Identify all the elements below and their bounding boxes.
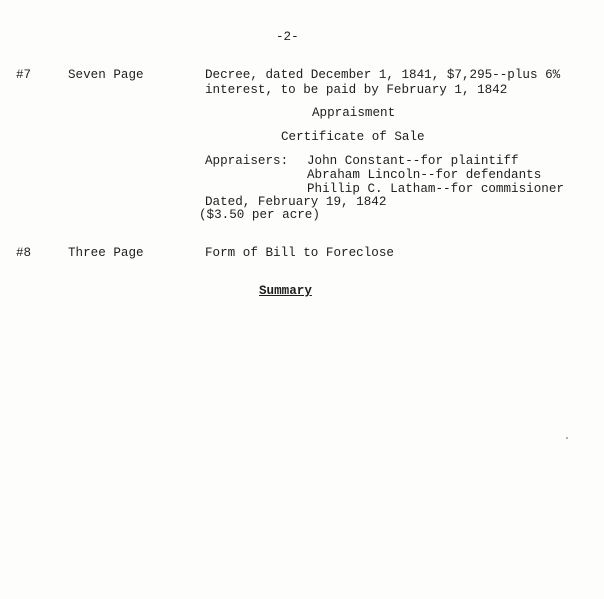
decree-line-2: interest, to be paid by February 1, 1842 — [205, 83, 508, 97]
appraisers-label: Appraisers: — [205, 154, 289, 168]
entry-pages: Seven Page — [68, 68, 144, 82]
appraiser-3: Phillip C. Latham--for commisioner — [307, 182, 564, 196]
price-line: ($3.50 per acre) — [199, 208, 320, 222]
page-number: -2- — [276, 30, 299, 44]
entry-title: Form of Bill to Foreclose — [205, 246, 394, 260]
decree-line-1: Decree, dated December 1, 1841, $7,295--plus 6% — [205, 68, 561, 82]
appraisment-heading: Appraisment — [312, 106, 396, 120]
appraiser-2: Abraham Lincoln--for defendants — [307, 168, 542, 182]
dated-line: Dated, February 19, 1842 — [205, 195, 387, 209]
appraiser-1: John Constant--for plaintiff — [307, 154, 519, 168]
paper-speck — [566, 437, 568, 439]
certificate-heading: Certificate of Sale — [281, 130, 425, 144]
summary-heading: Summary — [259, 284, 312, 298]
entry-number: #7 — [16, 68, 32, 82]
entry-number: #8 — [16, 246, 32, 260]
entry-pages: Three Page — [68, 246, 144, 260]
